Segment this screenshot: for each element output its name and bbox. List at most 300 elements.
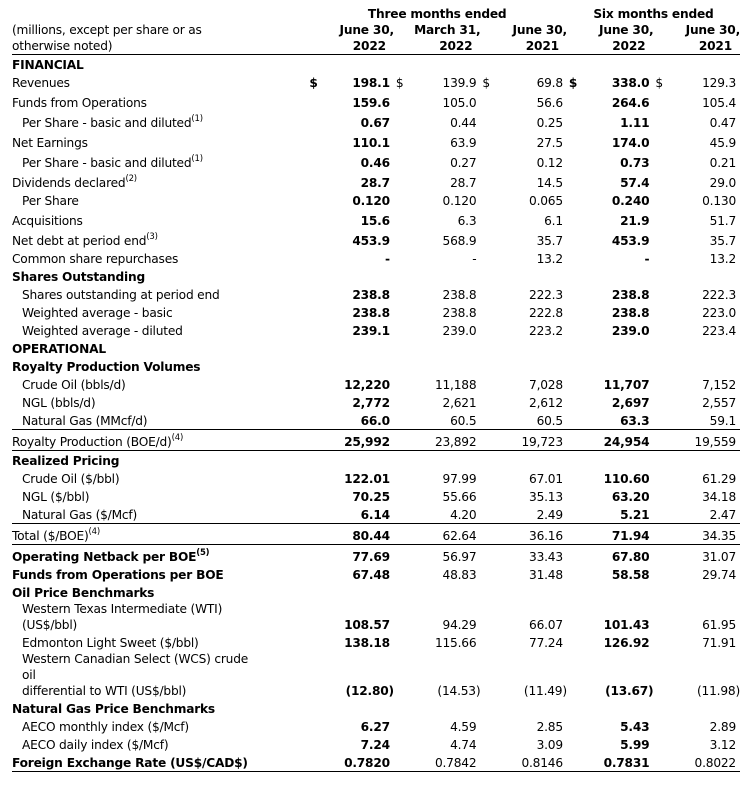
currency-cell xyxy=(307,321,328,339)
row-label-line: differential to WTI (US$/bbl) xyxy=(22,684,187,698)
value-cell: 35.7 xyxy=(536,234,563,248)
currency-cell xyxy=(653,565,674,583)
currency-cell xyxy=(394,487,415,505)
currency-cell xyxy=(394,151,415,171)
value-cell: 105.4 xyxy=(702,96,736,110)
value-cell: 57.4 xyxy=(620,176,650,190)
currency-cell xyxy=(480,321,501,339)
currency-cell xyxy=(567,209,588,229)
value-cell: 63.9 xyxy=(450,136,477,150)
table-row-div-per-share xyxy=(12,191,740,209)
row-label-line: (US$/bbl) xyxy=(22,618,78,632)
row-label-text: Crude Oil (bbls/d) xyxy=(22,378,126,392)
value-cell: 35.13 xyxy=(529,490,563,504)
currency-cell xyxy=(567,601,588,633)
value-cell: 101.43 xyxy=(603,618,650,632)
value-cell: 67.48 xyxy=(352,568,390,582)
currency-cell xyxy=(307,131,328,151)
currency-cell xyxy=(394,545,415,566)
section-oil-benchmarks xyxy=(12,583,740,601)
currency-cell xyxy=(567,651,588,699)
currency-cell xyxy=(394,171,415,191)
value-cell: 0.25 xyxy=(536,116,563,130)
value-cell: 58.58 xyxy=(611,568,650,582)
row-label-text: Weighted average - basic xyxy=(22,306,173,320)
currency-cell xyxy=(480,249,501,267)
value-cell: (11.98) xyxy=(697,684,740,698)
currency-cell xyxy=(394,111,415,131)
currency-cell xyxy=(307,209,328,229)
currency-cell xyxy=(567,545,588,566)
currency-cell xyxy=(394,73,415,91)
currency-cell xyxy=(307,91,328,111)
value-cell: 55.66 xyxy=(442,490,477,504)
currency-cell xyxy=(480,393,501,411)
table-row-ffo-per-share xyxy=(12,111,740,131)
currency-cell xyxy=(480,171,501,191)
column-header-4: 2022 xyxy=(567,38,654,55)
section-heading: OPERATIONAL xyxy=(12,342,106,356)
value-cell: (12.80) xyxy=(345,684,394,698)
value-cell: 2,621 xyxy=(442,396,477,410)
value-cell: 11,707 xyxy=(603,378,650,392)
value-cell: 51.7 xyxy=(709,214,736,228)
value-cell: 238.8 xyxy=(611,288,650,302)
value-cell: 77.69 xyxy=(352,550,390,564)
value-cell: 80.44 xyxy=(329,524,394,545)
value-cell: 25,992 xyxy=(329,430,394,451)
table-row-edmonton xyxy=(12,633,740,651)
value-cell: 108.57 xyxy=(344,618,390,632)
footnote-ref: (1) xyxy=(191,154,203,164)
value-cell: 24,954 xyxy=(588,430,653,451)
section-shares-outstanding xyxy=(12,267,740,285)
table-row-dividends xyxy=(12,171,740,191)
value-cell: 174.0 xyxy=(611,136,650,150)
currency-cell xyxy=(394,393,415,411)
currency-cell xyxy=(307,651,328,699)
value-cell: 0.130 xyxy=(702,194,736,208)
row-label-text: Funds from Operations per BOE xyxy=(12,568,224,582)
table-row-wa-basic xyxy=(12,303,740,321)
row-label-text: Natural Gas (MMcf/d) xyxy=(22,414,148,428)
value-cell: 48.83 xyxy=(442,568,477,582)
currency-cell xyxy=(480,285,501,303)
value-cell: 45.9 xyxy=(709,136,736,150)
currency-cell xyxy=(394,191,415,209)
value-cell: 110.1 xyxy=(352,136,390,150)
table-row-ffo-boe xyxy=(12,565,740,583)
currency-cell xyxy=(394,131,415,151)
value-cell: 31.07 xyxy=(702,550,736,564)
row-label xyxy=(12,131,307,151)
value-cell: 2,772 xyxy=(352,396,390,410)
value-cell: 264.6 xyxy=(611,96,650,110)
currency-cell xyxy=(653,545,674,566)
currency-cell xyxy=(307,735,328,753)
currency-cell xyxy=(307,505,328,524)
row-label xyxy=(12,430,307,451)
row-label-text: Revenues xyxy=(12,76,70,90)
currency-cell xyxy=(480,73,501,91)
currency-cell xyxy=(307,191,328,209)
value-cell: 222.8 xyxy=(529,306,563,320)
table-row-net-earnings xyxy=(12,131,740,151)
row-label xyxy=(12,191,307,209)
currency-cell xyxy=(653,601,674,633)
table-row-total-boe xyxy=(12,524,740,545)
currency-cell xyxy=(307,633,328,651)
currency-cell xyxy=(394,430,415,451)
value-cell: 61.29 xyxy=(702,472,736,486)
currency-cell xyxy=(480,753,501,772)
currency-cell xyxy=(653,753,674,772)
currency-cell xyxy=(307,111,328,131)
row-label-text: Operating Netback per BOE xyxy=(12,550,197,564)
value-cell: 6.3 xyxy=(457,214,477,228)
row-label-text: Shares outstanding at period end xyxy=(22,288,220,302)
value-cell: 239.1 xyxy=(352,324,390,338)
value-cell: 21.9 xyxy=(620,214,650,228)
row-label xyxy=(12,565,307,583)
currency-cell xyxy=(480,111,501,131)
value-cell: 12,220 xyxy=(344,378,390,392)
row-label-text: Funds from Operations xyxy=(12,96,147,110)
value-cell: 28.7 xyxy=(450,176,477,190)
currency-cell xyxy=(567,469,588,487)
table-row-wa-diluted xyxy=(12,321,740,339)
currency-cell xyxy=(567,111,588,131)
value-cell: 126.92 xyxy=(603,636,650,650)
currency-cell xyxy=(653,430,674,451)
currency-cell xyxy=(653,375,674,393)
value-cell: 36.16 xyxy=(502,524,567,545)
value-cell: 222.3 xyxy=(529,288,563,302)
table-row-acquisitions xyxy=(12,209,740,229)
row-label-text: AECO daily index ($/Mcf) xyxy=(22,738,169,752)
value-cell: 0.065 xyxy=(529,194,563,208)
value-cell: 0.7842 xyxy=(415,753,480,772)
value-cell: 67.80 xyxy=(611,550,650,564)
currency-cell xyxy=(567,91,588,111)
value-cell: 69.8 xyxy=(536,76,563,90)
value-cell: 0.47 xyxy=(709,116,736,130)
row-label xyxy=(12,303,307,321)
value-cell: 3.09 xyxy=(536,738,563,752)
currency-cell xyxy=(394,524,415,545)
currency-cell xyxy=(394,321,415,339)
currency-cell xyxy=(480,191,501,209)
currency-cell xyxy=(307,303,328,321)
value-cell: 27.5 xyxy=(536,136,563,150)
currency-cell xyxy=(653,229,674,249)
row-label-text: Net Earnings xyxy=(12,136,88,150)
column-header-1: June 30, xyxy=(339,23,394,37)
currency-cell xyxy=(653,131,674,151)
row-label xyxy=(12,229,307,249)
currency-cell xyxy=(567,487,588,505)
value-cell: 23,892 xyxy=(415,430,480,451)
header-period-row-1 xyxy=(12,22,740,38)
value-cell: 56.97 xyxy=(442,550,477,564)
currency-cell xyxy=(394,505,415,524)
value-cell: 2.47 xyxy=(709,508,736,522)
footnote-ref: (3) xyxy=(146,232,158,242)
value-cell: 453.9 xyxy=(352,234,390,248)
currency-symbol: $ xyxy=(655,76,663,90)
value-cell: - xyxy=(385,252,390,266)
value-cell: (14.53) xyxy=(437,684,481,698)
value-cell: 0.67 xyxy=(360,116,390,130)
value-cell: 97.99 xyxy=(442,472,477,486)
currency-cell xyxy=(307,565,328,583)
value-cell: 568.9 xyxy=(442,234,477,248)
row-label xyxy=(12,545,307,566)
row-label xyxy=(12,487,307,505)
value-cell: 34.35 xyxy=(675,524,741,545)
currency-cell xyxy=(480,717,501,735)
value-cell: 7,028 xyxy=(529,378,563,392)
value-cell: 2,557 xyxy=(702,396,736,410)
currency-cell xyxy=(653,285,674,303)
currency-cell xyxy=(307,469,328,487)
section-royalty-volumes xyxy=(12,357,740,375)
currency-cell xyxy=(567,131,588,151)
row-label xyxy=(12,717,307,735)
table-row-aeco-monthly xyxy=(12,717,740,735)
footnote-ref: (2) xyxy=(125,174,137,184)
currency-cell xyxy=(307,601,328,633)
value-cell: 60.5 xyxy=(536,414,563,428)
currency-cell xyxy=(480,524,501,545)
currency-cell xyxy=(307,545,328,566)
value-cell: 338.0 xyxy=(611,76,650,90)
value-cell: 0.7820 xyxy=(329,753,394,772)
currency-cell xyxy=(307,249,328,267)
footnote-ref: (4) xyxy=(88,527,100,537)
value-cell: 66.0 xyxy=(360,414,390,428)
value-cell: 11,188 xyxy=(434,378,477,392)
currency-cell xyxy=(480,601,501,633)
row-label-text: Dividends declared xyxy=(12,176,126,190)
currency-cell xyxy=(567,191,588,209)
value-cell: (11.49) xyxy=(523,684,567,698)
row-label xyxy=(12,321,307,339)
currency-cell xyxy=(394,735,415,753)
currency-cell xyxy=(394,469,415,487)
value-cell: 223.2 xyxy=(529,324,563,338)
row-label xyxy=(12,601,307,633)
currency-cell xyxy=(480,303,501,321)
value-cell: 0.8022 xyxy=(675,753,741,772)
currency-symbol: $ xyxy=(482,76,490,90)
value-cell: 0.21 xyxy=(709,156,736,170)
value-cell: 2,697 xyxy=(611,396,650,410)
row-label-text: NGL (bbls/d) xyxy=(22,396,96,410)
currency-cell xyxy=(567,151,588,171)
currency-cell xyxy=(480,651,501,699)
currency-cell xyxy=(567,285,588,303)
value-cell: - xyxy=(472,252,477,266)
value-cell: 222.3 xyxy=(702,288,736,302)
currency-cell xyxy=(653,735,674,753)
currency-cell xyxy=(653,73,674,91)
value-cell: 198.1 xyxy=(352,76,390,90)
row-label xyxy=(12,735,307,753)
value-cell: 2,612 xyxy=(529,396,563,410)
table-row-crude-price xyxy=(12,469,740,487)
currency-cell xyxy=(567,633,588,651)
row-label xyxy=(12,393,307,411)
currency-cell xyxy=(307,411,328,430)
section-operational xyxy=(12,339,740,357)
value-cell: 129.3 xyxy=(702,76,736,90)
row-label-text: Per Share - basic and diluted xyxy=(22,156,192,170)
value-cell: 4.74 xyxy=(450,738,477,752)
value-cell: 4.59 xyxy=(450,720,477,734)
value-cell: 66.07 xyxy=(529,618,563,632)
currency-cell xyxy=(567,73,588,91)
value-cell: 31.48 xyxy=(529,568,563,582)
column-header-2: March 31, xyxy=(414,23,481,37)
currency-cell xyxy=(394,209,415,229)
row-label-text: Per Share xyxy=(22,194,79,208)
value-cell: 35.7 xyxy=(709,234,736,248)
currency-cell xyxy=(567,735,588,753)
currency-cell xyxy=(653,487,674,505)
value-cell: 238.8 xyxy=(352,306,390,320)
value-cell: 238.8 xyxy=(611,306,650,320)
currency-symbol: $ xyxy=(568,76,578,90)
value-cell: 1.11 xyxy=(620,116,650,130)
value-cell: 159.6 xyxy=(352,96,390,110)
group-six-months: Six months ended xyxy=(593,7,714,21)
section-heading: Oil Price Benchmarks xyxy=(12,586,155,600)
section-heading: Shares Outstanding xyxy=(12,270,145,284)
currency-symbol: $ xyxy=(395,76,404,90)
currency-cell xyxy=(653,717,674,735)
value-cell: 6.14 xyxy=(360,508,390,522)
row-label xyxy=(12,171,307,191)
value-cell: 60.5 xyxy=(450,414,477,428)
row-label-text: Acquisitions xyxy=(12,214,83,228)
currency-cell xyxy=(394,91,415,111)
table-row-net-debt xyxy=(12,229,740,249)
value-cell: 5.43 xyxy=(620,720,650,734)
row-label xyxy=(12,411,307,430)
currency-cell xyxy=(394,565,415,583)
value-cell: 33.43 xyxy=(529,550,563,564)
column-header-1: 2022 xyxy=(307,38,394,55)
value-cell: 139.9 xyxy=(442,76,477,90)
currency-cell xyxy=(480,469,501,487)
value-cell: 0.44 xyxy=(450,116,477,130)
header-label-line1: (millions, except per share or as xyxy=(12,23,202,37)
currency-cell xyxy=(653,524,674,545)
currency-cell xyxy=(567,717,588,735)
value-cell: 5.99 xyxy=(620,738,650,752)
table-row-gas-vol xyxy=(12,411,740,430)
currency-cell xyxy=(307,717,328,735)
value-cell: 238.8 xyxy=(442,288,477,302)
currency-cell xyxy=(480,151,501,171)
row-label-text: Common share repurchases xyxy=(12,252,179,266)
currency-cell xyxy=(307,285,328,303)
value-cell: 19,723 xyxy=(502,430,567,451)
currency-cell xyxy=(480,229,501,249)
table-row-fx xyxy=(12,753,740,772)
column-header-2: 2022 xyxy=(394,38,481,55)
value-cell: 5.21 xyxy=(620,508,650,522)
header-label-line2: otherwise noted) xyxy=(12,38,307,55)
table-row-revenues xyxy=(12,73,740,91)
currency-cell xyxy=(480,633,501,651)
value-cell: 223.4 xyxy=(702,324,736,338)
value-cell: 34.18 xyxy=(702,490,736,504)
row-label-text: Natural Gas ($/Mcf) xyxy=(22,508,138,522)
value-cell: 59.1 xyxy=(709,414,736,428)
value-cell: 0.240 xyxy=(611,194,650,208)
value-cell: 13.2 xyxy=(709,252,736,266)
currency-cell xyxy=(567,321,588,339)
table-row-netback xyxy=(12,545,740,566)
currency-cell xyxy=(653,171,674,191)
currency-cell xyxy=(307,487,328,505)
value-cell: 239.0 xyxy=(611,324,650,338)
currency-cell xyxy=(653,393,674,411)
column-header-3: June 30, xyxy=(512,23,567,37)
section-heading: Realized Pricing xyxy=(12,454,120,468)
value-cell: 28.7 xyxy=(360,176,390,190)
currency-cell xyxy=(567,524,588,545)
currency-cell xyxy=(653,651,674,699)
section-heading: Royalty Production Volumes xyxy=(12,360,201,374)
footnote-ref: (4) xyxy=(171,433,184,443)
currency-cell xyxy=(653,249,674,267)
value-cell: 138.18 xyxy=(344,636,390,650)
currency-cell xyxy=(567,375,588,393)
section-heading: FINANCIAL xyxy=(12,58,84,72)
row-label xyxy=(12,209,307,229)
currency-cell xyxy=(307,151,328,171)
currency-cell xyxy=(567,753,588,772)
value-cell: 0.46 xyxy=(360,156,390,170)
section-gas-benchmarks xyxy=(12,699,740,717)
table-row-crude-vol xyxy=(12,375,740,393)
currency-cell xyxy=(307,524,328,545)
value-cell: 0.73 xyxy=(620,156,650,170)
value-cell: 63.20 xyxy=(611,490,650,504)
section-financial xyxy=(12,55,740,74)
currency-cell xyxy=(653,111,674,131)
currency-cell xyxy=(653,411,674,430)
table-row-ngl-price xyxy=(12,487,740,505)
value-cell: 62.64 xyxy=(415,524,480,545)
table-row-ffo xyxy=(12,91,740,111)
column-header-4: June 30, xyxy=(599,23,654,37)
currency-cell xyxy=(653,633,674,651)
value-cell: 56.6 xyxy=(536,96,563,110)
currency-cell xyxy=(480,91,501,111)
row-label-text: Net debt at period end xyxy=(12,234,147,248)
row-label xyxy=(12,469,307,487)
value-cell: 110.60 xyxy=(603,472,650,486)
currency-cell xyxy=(307,430,328,451)
currency-cell xyxy=(480,375,501,393)
value-cell: 7.24 xyxy=(360,738,390,752)
header-blank xyxy=(12,6,307,22)
table-row-wcs xyxy=(12,651,740,699)
